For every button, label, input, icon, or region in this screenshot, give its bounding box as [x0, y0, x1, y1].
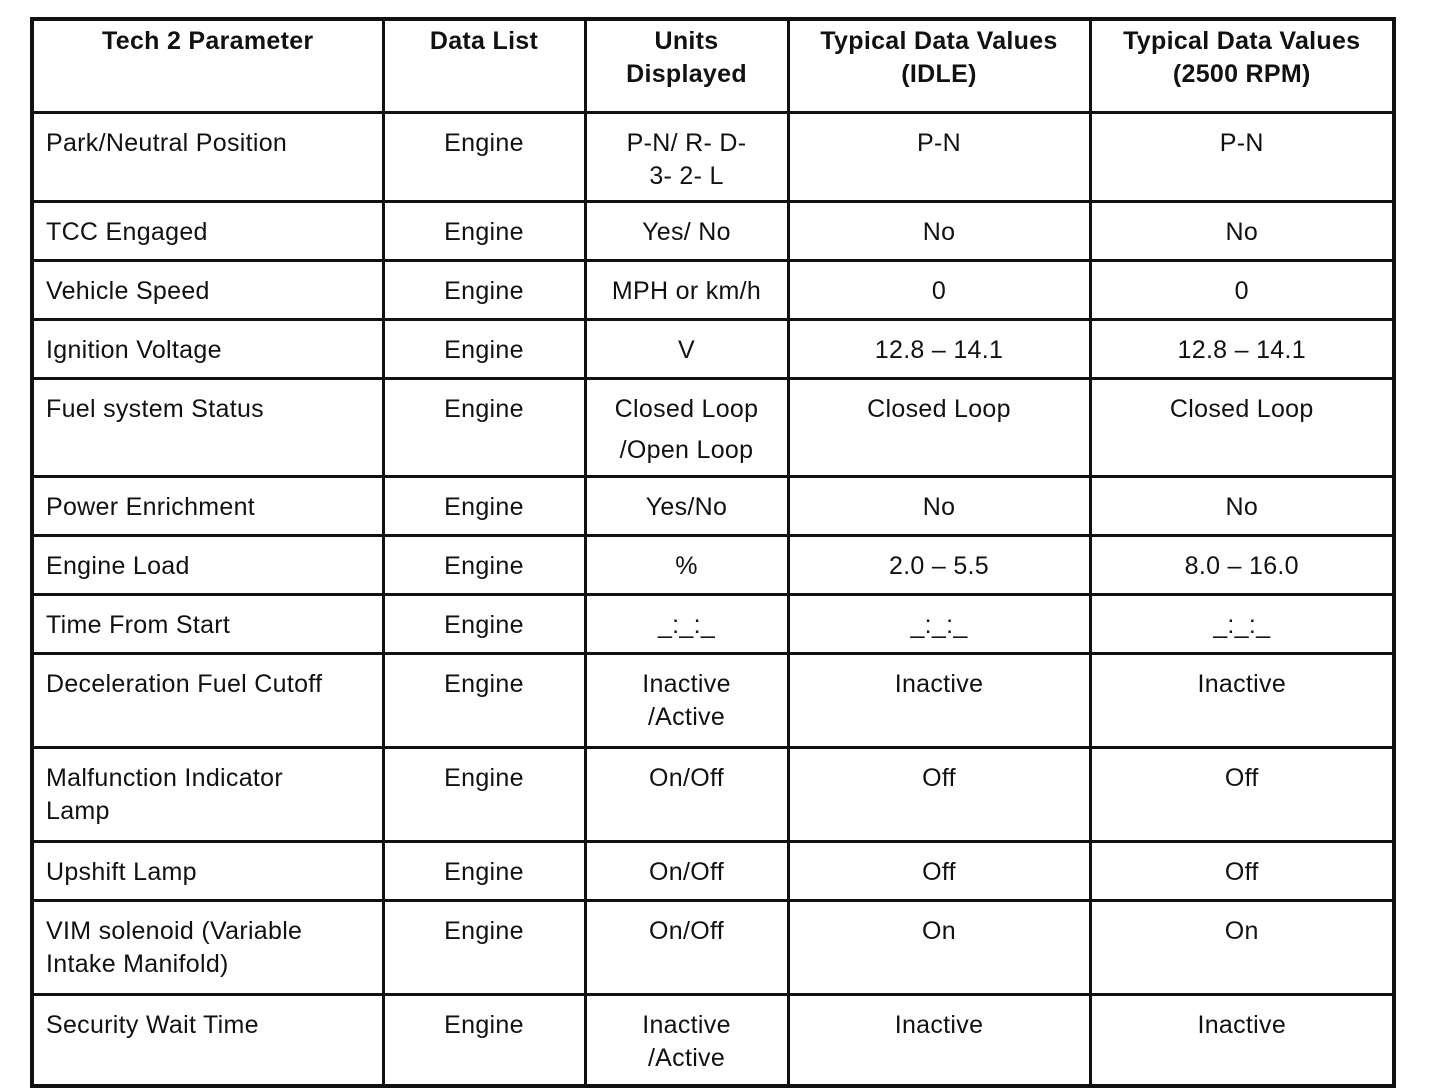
cell-text: Engine — [444, 336, 524, 364]
cell-data-list — [383, 202, 585, 261]
cell-text: Upshift Lamp — [46, 858, 197, 886]
cell-units — [585, 477, 788, 536]
cell-text: Inactive — [1197, 1011, 1287, 1039]
cell-idle-value — [788, 748, 1090, 842]
table-row — [32, 842, 1394, 901]
cell-parameter — [32, 320, 383, 379]
cell-data-list — [383, 901, 585, 995]
cell-units — [585, 654, 788, 748]
cell-units — [585, 379, 788, 477]
cell-2500rpm-value — [1090, 379, 1394, 477]
cell-data-list — [383, 379, 585, 477]
cell-text: Engine — [444, 858, 524, 886]
cell-data-list — [383, 842, 585, 901]
cell-text: Vehicle Speed — [46, 277, 210, 305]
cell-idle-value — [788, 202, 1090, 261]
cell-text: P-N/ R- D- 3- 2- L — [626, 129, 747, 190]
table-row — [32, 536, 1394, 595]
cell-units — [585, 901, 788, 995]
cell-data-list — [383, 995, 585, 1087]
cell-parameter — [32, 595, 383, 654]
cell-units — [585, 595, 788, 654]
cell-text: Closed Loop — [867, 395, 1011, 423]
cell-idle-value — [788, 995, 1090, 1087]
cell-text: No — [1225, 218, 1259, 246]
cell-parameter — [32, 654, 383, 748]
cell-text: VIM solenoid (Variable Intake Manifold) — [46, 917, 303, 978]
cell-units — [585, 842, 788, 901]
cell-text: TCC Engaged — [46, 218, 208, 246]
cell-idle-value — [788, 320, 1090, 379]
cell-text: Yes/ No — [642, 218, 731, 246]
cell-text: V — [678, 336, 695, 364]
header-typical-2500rpm: Typical Data Values (2500 RPM) — [1090, 19, 1394, 113]
header-units-displayed: Units Displayed — [585, 19, 788, 113]
cell-idle-value — [788, 261, 1090, 320]
table-row — [32, 901, 1394, 995]
cell-idle-value — [788, 901, 1090, 995]
cell-idle-value — [788, 654, 1090, 748]
cell-text: On — [1224, 917, 1259, 945]
cell-text: MPH or km/h — [611, 277, 762, 305]
table-row — [32, 261, 1394, 320]
cell-text: Security Wait Time — [46, 1011, 259, 1039]
cell-text: Inactive /Active — [642, 670, 731, 731]
cell-text: Deceleration Fuel Cutoff — [46, 670, 323, 698]
cell-text: Engine — [444, 218, 524, 246]
cell-text: Engine — [444, 917, 524, 945]
cell-text: P-N — [1219, 129, 1264, 157]
cell-idle-value — [788, 536, 1090, 595]
cell-parameter — [32, 748, 383, 842]
cell-text: Fuel system Status — [46, 395, 264, 423]
scan-tool-data-table — [30, 17, 1396, 1088]
cell-2500rpm-value — [1090, 595, 1394, 654]
cell-parameter — [32, 842, 383, 901]
cell-units — [585, 320, 788, 379]
cell-2500rpm-value — [1090, 654, 1394, 748]
header-data-list: Data List — [383, 19, 585, 113]
cell-text: Yes/No — [645, 493, 728, 521]
table-row — [32, 320, 1394, 379]
cell-text: No — [922, 218, 956, 246]
cell-2500rpm-value — [1090, 202, 1394, 261]
cell-parameter — [32, 202, 383, 261]
cell-text: _:_:_ — [910, 611, 968, 639]
cell-2500rpm-value — [1090, 113, 1394, 202]
cell-text: On/Off — [649, 764, 724, 792]
table-row — [32, 654, 1394, 748]
cell-data-list — [383, 748, 585, 842]
cell-2500rpm-value — [1090, 261, 1394, 320]
cell-text: Inactive — [894, 670, 984, 698]
cell-text: Off — [922, 764, 956, 792]
cell-text: _:_:_ — [1213, 611, 1271, 639]
cell-text: P-N — [917, 129, 961, 157]
cell-idle-value — [788, 595, 1090, 654]
cell-text: Closed Loop /Open Loop — [614, 395, 759, 464]
table-row — [32, 595, 1394, 654]
cell-text: Off — [922, 858, 956, 886]
cell-2500rpm-value — [1090, 536, 1394, 595]
cell-text: Inactive — [1197, 670, 1287, 698]
table-row — [32, 748, 1394, 842]
cell-parameter — [32, 995, 383, 1087]
cell-text: No — [1225, 493, 1259, 521]
cell-parameter — [32, 113, 383, 202]
cell-text: % — [675, 552, 698, 580]
cell-data-list — [383, 477, 585, 536]
cell-parameter — [32, 536, 383, 595]
cell-units — [585, 748, 788, 842]
cell-data-list — [383, 320, 585, 379]
cell-text: Power Enrichment — [46, 493, 256, 521]
cell-idle-value — [788, 842, 1090, 901]
cell-2500rpm-value — [1090, 842, 1394, 901]
cell-parameter — [32, 477, 383, 536]
cell-text: 0 — [1234, 277, 1249, 305]
cell-text: Engine Load — [46, 552, 190, 580]
cell-text: Inactive /Active — [642, 1011, 731, 1072]
table-row — [32, 995, 1394, 1087]
cell-text: No — [922, 493, 956, 521]
header-tech2-parameter: Tech 2 Parameter — [32, 19, 383, 113]
cell-text: Malfunction Indicator Lamp — [46, 764, 283, 825]
table-row — [32, 113, 1394, 202]
cell-units — [585, 113, 788, 202]
cell-text: On — [922, 917, 956, 945]
cell-text: 2.0 – 5.5 — [888, 552, 989, 580]
cell-idle-value — [788, 477, 1090, 536]
cell-text: Engine — [444, 1011, 524, 1039]
cell-units — [585, 995, 788, 1087]
table-row — [32, 477, 1394, 536]
cell-text: 12.8 – 14.1 — [874, 336, 1004, 364]
cell-text: Engine — [444, 552, 524, 580]
cell-data-list — [383, 261, 585, 320]
cell-2500rpm-value — [1090, 320, 1394, 379]
cell-text: Park/Neutral Position — [46, 129, 288, 157]
table-row — [32, 202, 1394, 261]
cell-text: Ignition Voltage — [46, 336, 222, 364]
cell-2500rpm-value — [1090, 748, 1394, 842]
cell-units — [585, 536, 788, 595]
cell-units — [585, 261, 788, 320]
cell-idle-value — [788, 113, 1090, 202]
header-typical-idle: Typical Data Values (IDLE) — [788, 19, 1090, 113]
cell-text: Inactive — [894, 1011, 984, 1039]
cell-text: Engine — [444, 129, 524, 157]
cell-text: Engine — [444, 611, 524, 639]
cell-idle-value — [788, 379, 1090, 477]
cell-text: Off — [1224, 764, 1259, 792]
cell-text: Time From Start — [46, 611, 231, 639]
cell-text: Engine — [444, 670, 524, 698]
cell-text: Engine — [444, 764, 524, 792]
cell-text: Off — [1224, 858, 1259, 886]
cell-data-list — [383, 536, 585, 595]
cell-text: Closed Loop — [1169, 395, 1314, 423]
cell-parameter — [32, 901, 383, 995]
cell-data-list — [383, 113, 585, 202]
scan-tool-data-table-container — [30, 17, 1392, 1088]
cell-text: 8.0 – 16.0 — [1184, 552, 1299, 580]
table-row — [32, 379, 1394, 477]
table-header-row — [32, 19, 1394, 113]
cell-text: Engine — [444, 493, 524, 521]
cell-2500rpm-value — [1090, 995, 1394, 1087]
cell-text: 12.8 – 14.1 — [1177, 336, 1306, 364]
cell-text: Engine — [444, 277, 524, 305]
cell-data-list — [383, 595, 585, 654]
cell-parameter — [32, 261, 383, 320]
cell-data-list — [383, 654, 585, 748]
cell-2500rpm-value — [1090, 901, 1394, 995]
cell-parameter — [32, 379, 383, 477]
cell-text: On/Off — [649, 917, 724, 945]
cell-text: On/Off — [649, 858, 724, 886]
cell-text: _:_:_ — [657, 611, 716, 639]
cell-2500rpm-value — [1090, 477, 1394, 536]
cell-units — [585, 202, 788, 261]
cell-text: 0 — [931, 277, 947, 305]
cell-text: Engine — [444, 395, 524, 423]
